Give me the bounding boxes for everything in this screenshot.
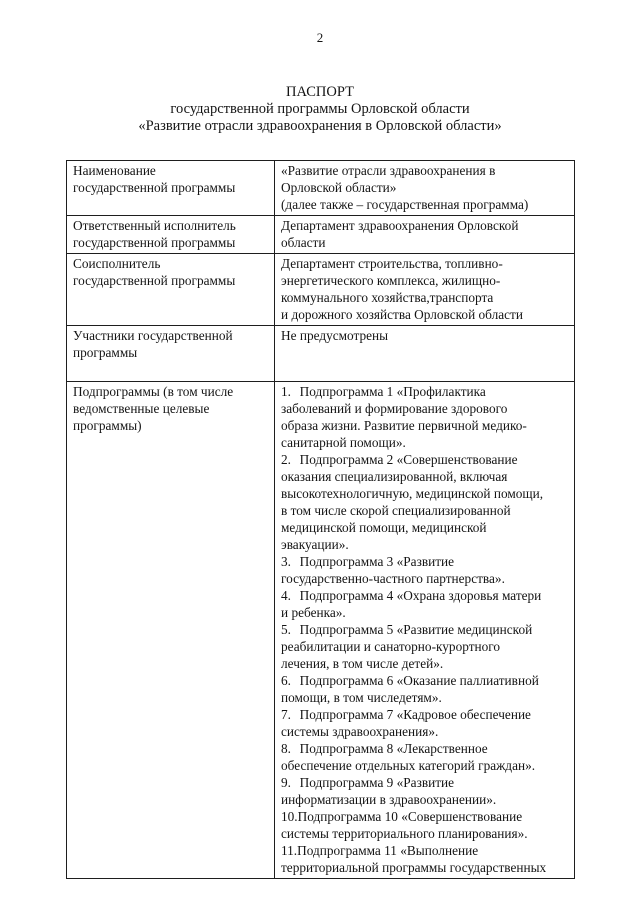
row-value: «Развитие отрасли здравоохранения в Орловской области» (далее также – государственная программа) (275, 161, 575, 216)
list-item-text: Подпрограмма 2 «Совершенствование оказания специализированной, включая высокотехнологичную, медицинской помощи, в том числе скорой специализированной медицинской помощи, медицинской эвакуации». (281, 452, 544, 552)
list-item-number: 1. (281, 384, 291, 399)
title-subheading: государственной программы Орловской области (170, 101, 470, 117)
row-label: Наименование государственной программы (67, 161, 275, 216)
list-item (281, 383, 569, 451)
list-item (281, 621, 569, 672)
row-label: Соисполнитель государственной программы (67, 254, 275, 326)
list-item-text: Подпрограмма 1 «Профилактика заболеваний и формирование здорового образа жизни. Развитие первичной медико- санитарной помощи». (281, 384, 527, 450)
table-row (67, 326, 575, 382)
row-label: Участники государственной программы (67, 326, 275, 382)
subprograms-label: Подпрограммы (в том числе ведомственные целевые программы) (67, 382, 275, 879)
table-row (67, 382, 575, 879)
title-program-name: «Развитие отрасли здравоохранения в Орловской области» (138, 118, 502, 134)
list-item-number: 5. (281, 622, 291, 637)
list-item-text: Подпрограмма 7 «Кадровое обеспечение системы здравоохранения». (281, 707, 531, 739)
list-item-number: 10. (281, 809, 298, 824)
list-item-number: 8. (281, 741, 291, 756)
list-item-text: Подпрограмма 10 «Совершенствование системы территориального планирования». (281, 809, 528, 841)
table-row (67, 254, 575, 326)
list-item-number: 11. (281, 843, 298, 858)
list-item-text: Подпрограмма 11 «Выполнение территориальной программы государственных (281, 843, 547, 875)
list-item-number: 2. (281, 452, 291, 467)
list-item-number: 4. (281, 588, 291, 603)
table-row (67, 216, 575, 254)
list-item (281, 553, 569, 587)
table-row (67, 161, 575, 216)
page-number: 2 (316, 30, 324, 45)
list-item-text: Подпрограмма 9 «Развитие информатизации в здравоохранении». (281, 775, 497, 807)
subprograms-list (275, 382, 575, 879)
list-item (281, 451, 569, 553)
list-item-number: 6. (281, 673, 291, 688)
list-item-text: Подпрограмма 3 «Развитие государственно-частного партнерства». (281, 554, 505, 586)
document-title (0, 84, 640, 135)
list-item (281, 842, 569, 876)
row-value: Департамент здравоохранения Орловской области (275, 216, 575, 254)
list-item-text: Подпрограмма 8 «Лекарственное обеспечение отдельных категорий граждан». (281, 741, 536, 773)
list-item-number: 3. (281, 554, 291, 569)
row-value: Не предусмотрены (275, 326, 575, 382)
list-item (281, 672, 569, 706)
list-item (281, 706, 569, 740)
list-item-number: 7. (281, 707, 291, 722)
title-heading: ПАСПОРТ (286, 84, 354, 100)
passport-table (66, 160, 575, 879)
row-label: Ответственный исполнитель государственной программы (67, 216, 275, 254)
list-item (281, 774, 569, 808)
row-value: Департамент строительства, топливно- энергетического комплекса, жилищно- коммунального хозяйства,транспорта и дорожного хозяйства Орловской области (275, 254, 575, 326)
list-item-text: Подпрограмма 4 «Охрана здоровья матери и ребенка». (281, 588, 542, 620)
list-item-text: Подпрограмма 6 «Оказание паллиативной помощи, в том числедетям». (281, 673, 539, 705)
list-item (281, 587, 569, 621)
list-item-text: Подпрограмма 5 «Развитие медицинской реабилитации и санаторно-курортного лечения, в том числе детей». (281, 622, 533, 671)
list-item (281, 808, 569, 842)
list-item (281, 740, 569, 774)
list-item-number: 9. (281, 775, 291, 790)
